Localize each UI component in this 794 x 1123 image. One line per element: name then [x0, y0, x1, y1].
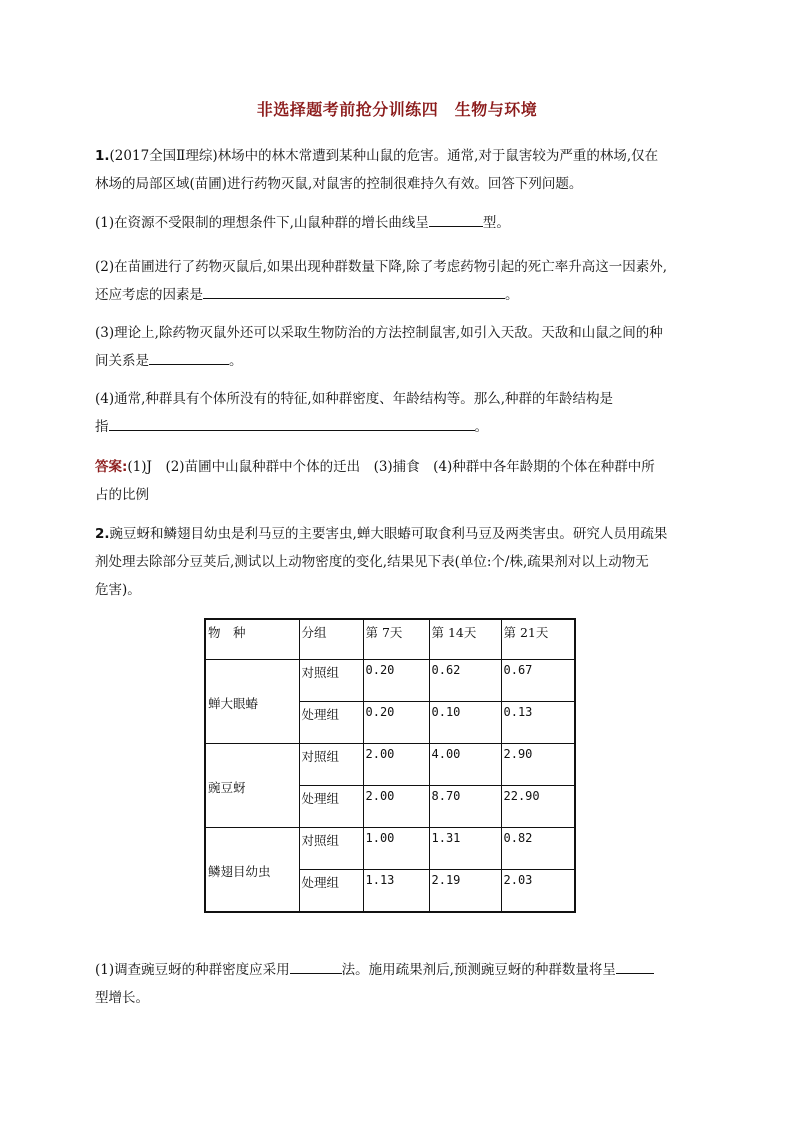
value-cell: 0.20	[363, 660, 429, 702]
question-1-part-4	[95, 385, 705, 441]
data-table	[204, 618, 576, 913]
value-cell: 2.00	[363, 744, 429, 786]
value-cell: 0.67	[501, 660, 575, 702]
group-cell: 处理组	[299, 870, 363, 913]
table-row	[205, 660, 575, 702]
species-cell: 豌豆蚜	[205, 744, 299, 828]
answer-blank	[616, 956, 654, 974]
value-cell: 2.19	[429, 870, 501, 913]
stem-text: 豌豆蚜和鳞翅目幼虫是利马豆的主要害虫,蝉大眼蝽可取食利马豆及两类害虫。研究人员用疏果	[109, 526, 668, 542]
value-cell: 0.10	[429, 702, 501, 744]
group-cell: 对照组	[299, 660, 363, 702]
question-1-part-2	[95, 253, 705, 309]
part-text: (3)理论上,除药物灭鼠外还可以采取生物防治的方法控制鼠害,如引入天敌。天敌和山鼠之间的种	[95, 325, 663, 341]
table-header-cell: 第 14天	[429, 619, 501, 660]
part-text: 指	[95, 419, 109, 435]
part-text: (1)调查豌豆蚜的种群密度应采用	[95, 962, 290, 978]
group-cell: 对照组	[299, 828, 363, 870]
value-cell: 4.00	[429, 744, 501, 786]
value-cell: 0.82	[501, 828, 575, 870]
question-number: 1.	[95, 148, 110, 164]
value-cell: 0.62	[429, 660, 501, 702]
question-2-stem	[95, 520, 705, 604]
part-text: (1)在资源不受限制的理想条件下,山鼠种群的增长曲线呈	[95, 215, 429, 231]
question-1-part-1	[95, 209, 705, 237]
part-text: 。	[505, 287, 519, 303]
part-text: 还应考虑的因素是	[95, 287, 203, 303]
table-header-cell: 第 7天	[363, 619, 429, 660]
group-cell: 处理组	[299, 786, 363, 828]
part-text: 型。	[482, 215, 510, 231]
value-cell: 1.00	[363, 828, 429, 870]
part-text: 型增长。	[95, 990, 149, 1006]
value-cell: 2.90	[501, 744, 575, 786]
answer-blank	[429, 209, 483, 227]
question-1-stem	[95, 142, 705, 198]
value-cell: 0.13	[501, 702, 575, 744]
answer-blank	[290, 956, 342, 974]
stem-text: 林场的局部区域(苗圃)进行药物灭鼠,对鼠害的控制很难持久有效。回答下列问题。	[95, 176, 583, 192]
part-text: 间关系是	[95, 353, 149, 369]
value-cell: 1.13	[363, 870, 429, 913]
table-row	[205, 828, 575, 870]
answer-blank	[203, 281, 505, 299]
group-cell: 处理组	[299, 702, 363, 744]
species-cell: 蝉大眼蝽	[205, 660, 299, 744]
question-2-part-1	[95, 956, 705, 1012]
value-cell: 0.20	[363, 702, 429, 744]
answer-text: 占的比例	[95, 487, 149, 503]
table-header-cell: 物 种	[205, 619, 299, 660]
part-text: (4)通常,种群具有个体所没有的特征,如种群密度、年龄结构等。那么,种群的年龄结构是	[95, 391, 613, 407]
value-cell: 8.70	[429, 786, 501, 828]
answer-text: (1)J (2)苗圃中山鼠种群中个体的迁出 (3)捕食 (4)种群中各年龄期的个体在种群中所	[127, 459, 655, 475]
table-row	[205, 744, 575, 786]
page-title: 非选择题考前抢分训练四 生物与环境	[256, 100, 538, 119]
table-header-cell: 第 21天	[501, 619, 575, 660]
answer-blank	[109, 413, 475, 431]
value-cell: 2.03	[501, 870, 575, 913]
value-cell: 22.90	[501, 786, 575, 828]
answer-label: 答案:	[95, 459, 128, 475]
question-number: 2.	[95, 526, 110, 542]
question-1-part-3	[95, 319, 705, 375]
stem-text: 危害)。	[95, 582, 141, 598]
stem-text: (2017全国Ⅱ理综)林场中的林木常遭到某种山鼠的危害。通常,对于鼠害较为严重的林场,仅在	[109, 148, 659, 164]
part-text: 。	[474, 419, 488, 435]
table-header-row	[205, 619, 575, 660]
part-text: (2)在苗圃进行了药物灭鼠后,如果出现种群数量下降,除了考虑药物引起的死亡率升高这一因素外,	[95, 259, 667, 275]
question-1-answer	[95, 453, 705, 509]
part-text: 。	[229, 353, 243, 369]
value-cell: 1.31	[429, 828, 501, 870]
answer-blank	[149, 347, 229, 365]
table-header-cell: 分组	[299, 619, 363, 660]
group-cell: 对照组	[299, 744, 363, 786]
part-text: 法。施用疏果剂后,预测豌豆蚜的种群数量将呈	[341, 962, 616, 978]
stem-text: 剂处理去除部分豆荚后,测试以上动物密度的变化,结果见下表(单位:个/株,疏果剂对以上动物无	[95, 554, 649, 570]
value-cell: 2.00	[363, 786, 429, 828]
species-cell: 鳞翅目幼虫	[205, 828, 299, 913]
